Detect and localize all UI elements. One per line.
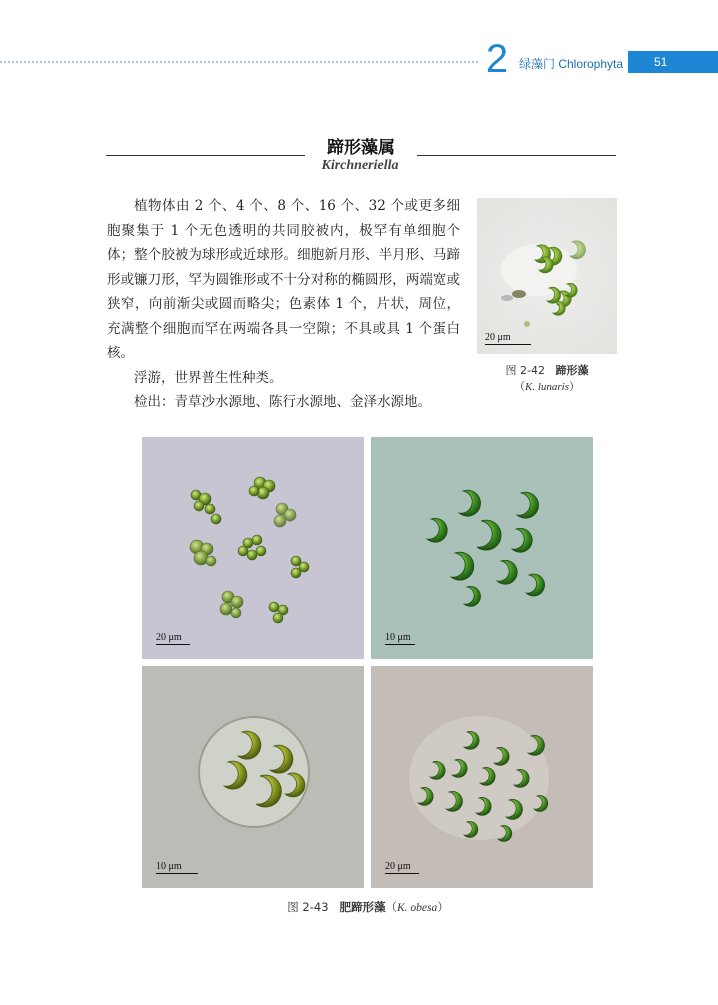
caption-figure-grid: 图 2-43 肥蹄形藻（K. obesa） (287, 900, 449, 914)
scale-bar-panel-1 (156, 632, 190, 645)
caption-name: 肥蹄形藻 (339, 900, 386, 914)
paragraph-habitat: 浮游，世界普生性种类。 (134, 369, 283, 386)
scale-bar-panel-4 (385, 861, 419, 874)
scale-label: 20 μm (385, 861, 411, 872)
micrograph-panel-3 (142, 666, 364, 888)
micrograph-panel-2-art (371, 437, 593, 659)
paragraph-locations: 检出：青草沙水源地、陈行水源地、金泽水源地。 (134, 394, 431, 410)
scale-line (385, 644, 415, 645)
title-rule-left (106, 155, 305, 156)
caption-name: 蹄形藻 (555, 364, 589, 377)
section-title: 蹄形藻属 (327, 138, 395, 158)
paragraph-description: 植物体由 2 个、4 个、8 个、16 个、32 个或更多细胞聚集于 1 个无色透明的共同胶被内，极罕有单细胞个体；整个胶被为球形或近球形。细胞新月形、半月形、马蹄形或镰刀形，罕为圆锥形或不十分对称的椭圆形，两端宽或狭窄，向前渐尖或圆而略尖；色素体 1 个，片状，周位，充满整个细胞而罕在两端各具一空隙；不具或具 1 个蛋白核。 (107, 198, 460, 361)
micrograph-panel-1-art (142, 437, 364, 659)
micrograph-panel-4 (371, 666, 593, 888)
page-number: 51 (654, 55, 668, 69)
scale-bar-panel-2 (385, 632, 415, 645)
micrograph-panel-1 (142, 437, 364, 659)
caption-small-line1 (477, 362, 617, 378)
caption-small-line2: （K. lunaris） (513, 380, 580, 393)
caption-number: 图 2-43 (287, 900, 329, 914)
body-text (107, 194, 460, 415)
micrograph-panel-3-art (142, 666, 364, 888)
micrograph-panel-4-art (371, 666, 593, 888)
scale-label: 10 μm (385, 632, 411, 643)
page-number-tab (628, 51, 718, 73)
chapter-title: 绿藻门 Chlorophyta (519, 57, 624, 71)
caption-latin: K. lunaris (524, 381, 569, 393)
scale-label: 20 μm (485, 332, 511, 343)
micrograph-panel-2 (371, 437, 593, 659)
scale-line (156, 644, 190, 645)
scale-bar-small (485, 332, 531, 345)
scale-label: 20 μm (156, 632, 182, 643)
scale-bar-panel-3 (156, 861, 198, 874)
chapter-number: 2 (485, 37, 509, 81)
scale-line (485, 344, 531, 345)
micrograph-lunaris (477, 198, 617, 354)
caption-latin: K. obesa (396, 902, 438, 914)
scale-label: 10 μm (156, 861, 182, 872)
caption-number: 图 2-42 (505, 364, 545, 377)
scale-line (385, 873, 419, 874)
micrograph-lunaris-art (477, 198, 617, 354)
scale-line (156, 873, 198, 874)
title-rule-right (417, 155, 616, 156)
header-dotted-rule (0, 61, 478, 63)
section-latin-name: Kirchneriella (321, 158, 399, 173)
